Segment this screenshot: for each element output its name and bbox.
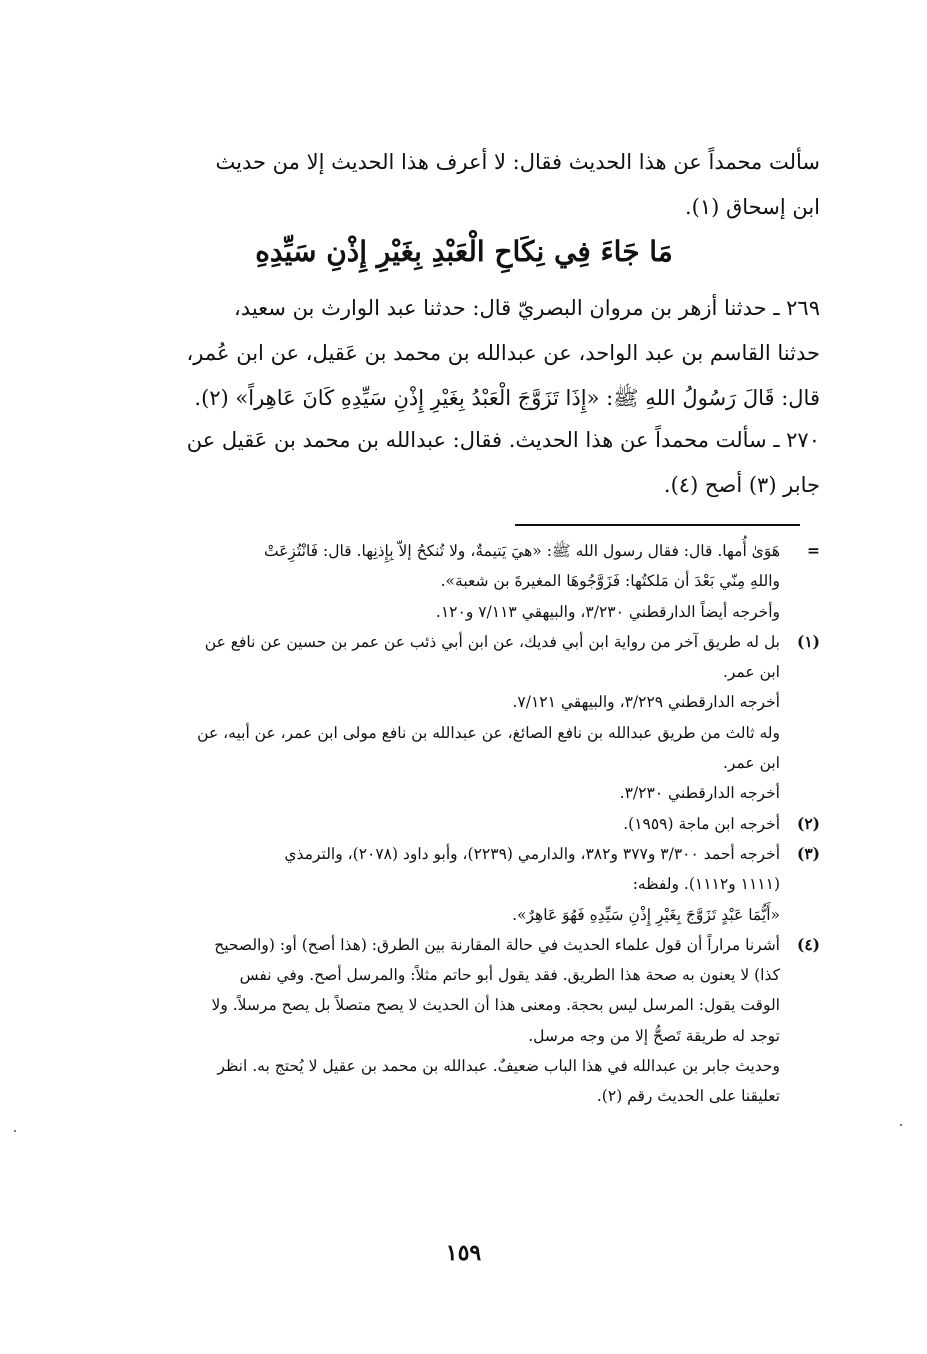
chapter-heading: مَا جَاءَ فِي نِكَاحِ الْعَبْدِ بِغَيْرِ إِذْنِ سَيِّدِهِ <box>255 235 673 268</box>
footnote-mark: = <box>807 541 820 560</box>
footnote-line: كذا) لا يعنون به صحة هذا الطريق. فقد يقول أبو حاتم مثلاً: والمرسل أصح. وفي نفس <box>239 966 780 985</box>
footnote-mark: (٢) <box>796 813 820 833</box>
hadith-line: ٢٧٠ ـ سألت محمداً عن هذا الحديث. فقال: عبدالله بن محمد بن عَقيل عن <box>186 428 820 452</box>
footnote-line: أخرجه أحمد ٣/٣٠٠ و٣٧٧ و٣٨٢، والدارمي (٢٢٣٩)، وأبو داود (٢٠٧٨)، والترمذي <box>284 844 780 863</box>
footnote-line: «أَيُّمَا عَبْدٍ تَزَوَّجَ بِغَيْرِ إِذْنِ سَيِّدِهِ فَهُوَ عَاهِرٌ». <box>512 905 780 924</box>
footnote-line: ابن عمر. <box>722 754 780 773</box>
footnote-2 <box>108 809 820 839</box>
footnote-line: وحديث جابر بن عبدالله في هذا الباب ضعيفٌ. عبدالله بن محمد بن عقيل لا يُحتج به. انظر <box>217 1057 780 1076</box>
footnote-line: هَوَىٰ أُمها. قال: فقال رسول الله ﷺ: «هيَ يَتيمةٌ، ولا تُنكحُ إلاّ بِإِذنِها. قال: فَانْتُزِعَتْ <box>263 542 780 560</box>
page-number: ١٥٩ <box>445 1240 482 1266</box>
footnote-line: أخرجه الدارقطني ٣/٢٣٠. <box>619 784 780 803</box>
footnote-line: (١١١١ و١١١٢). ولفظه: <box>632 875 780 894</box>
hadith-270-paragraph <box>108 418 820 508</box>
footnote-line: الوقت يقول: المرسل ليس بحجة. ومعنى هذا أن الحديث لا يصح متصلاً بل يصح مرسلاً. ولا <box>211 996 780 1015</box>
footnote-line: وله ثالث من طريق عبدالله بن نافع الصائغ، عن عبدالله بن نافع مولى ابن عمر، عن أبيه، عن <box>197 723 780 742</box>
footnote-mark: (٣) <box>796 843 820 863</box>
footnote-1 <box>108 627 820 809</box>
hadith-line: جابر (٣) أصح (٤). <box>663 473 820 497</box>
hadith-line: حدثنا القاسم بن عبد الواحد، عن عبدالله بن محمد بن عَقيل، عن ابن عُمر، <box>186 341 820 365</box>
footnote-line: ابن عمر. <box>722 663 780 682</box>
intro-paragraph <box>108 140 820 230</box>
intro-line: سألت محمداً عن هذا الحديث فقال: لا أعرف هذا الحديث إلا من حديث <box>215 150 820 174</box>
footnote-line: وأخرجه أيضاً الدارقطني ٣/٢٣٠، والبيهقي ٧/١١٣ و١٢٠. <box>435 602 780 621</box>
hadith-line: قال: قَالَ رَسُولُ اللهِ ﷺ: «إِذَا تَزَوَّجَ الْعَبْدُ بِغَيْرِ إِذْنِ سَيِّدِهِ كَانَ عَاهِراً» (٢). <box>194 386 820 410</box>
intro-line: ابن إسحاق (١). <box>684 195 820 219</box>
footnote-4 <box>108 930 820 1112</box>
footnote-continuation <box>108 536 820 627</box>
scan-speck <box>14 1130 16 1132</box>
footnote-line: بل له طريق آخر من رواية ابن أبي فديك، عن ابن أبي ذئب عن عمر بن حسين عن نافع عن <box>204 632 780 651</box>
footnotes-section <box>108 536 820 1112</box>
footnote-divider <box>515 524 800 526</box>
footnote-line: واللهِ مِنّي بَعْدَ أن مَلكتُها: فَزَوَّجُوهَا المغيرةَ بن شعبة». <box>440 572 780 591</box>
hadith-line: ٢٦٩ ـ حدثنا أزهر بن مروان البصريّ قال: حدثنا عبد الوارث بن سعيد، <box>234 296 820 320</box>
footnote-mark: (١) <box>796 631 820 651</box>
hadith-269-paragraph <box>108 286 820 421</box>
footnote-line: أخرجه ابن ماجة (١٩٥٩). <box>623 814 780 833</box>
footnote-3 <box>108 839 820 930</box>
scan-speck <box>900 1124 902 1126</box>
footnote-line: تعليقنا على الحديث رقم (٢). <box>596 1087 780 1106</box>
footnote-line: توجد له طريقة تَصحُّ إلا من وجه مرسل. <box>528 1026 780 1045</box>
footnote-line: أخرجه الدارقطني ٣/٢٢٩، والبيهقي ٧/١٢١. <box>512 693 780 712</box>
footnote-mark: (٤) <box>796 934 820 954</box>
footnote-line: أشرنا مراراً أن قول علماء الحديث في حالة المقارنة بين الطرق: (هذا أصح) أو: (والصحيح <box>214 935 780 954</box>
